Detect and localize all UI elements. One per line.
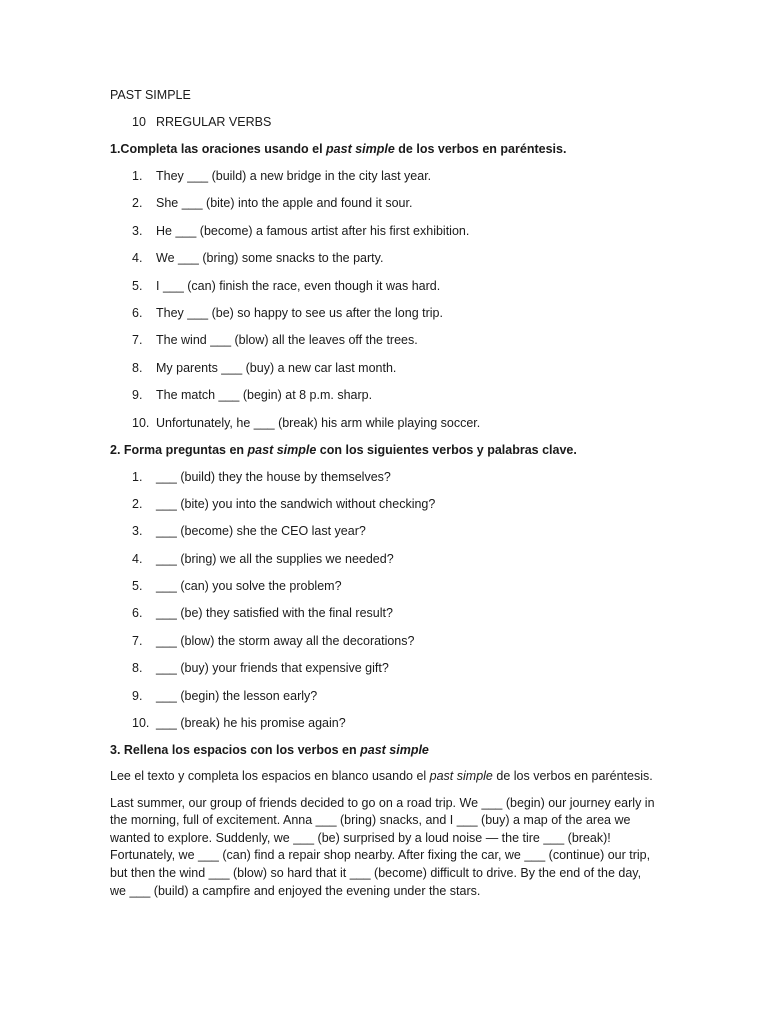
section-1-heading bbox=[110, 140, 660, 158]
list-item: 7. The wind ___ (blow) all the leaves off the trees. bbox=[132, 333, 418, 348]
list-item: 1. They ___ (build) a new bridge in the city last year. bbox=[132, 169, 432, 183]
section-3-heading bbox=[110, 741, 660, 759]
list-item: 7. ___ (blow) the storm away all the decorations? bbox=[132, 633, 415, 648]
list-item: 3. He ___ (become) a famous artist after his first exhibition. bbox=[132, 223, 470, 238]
list-item-text: ___ (be) they satisfied with the final result? bbox=[156, 606, 393, 621]
list-item: 9. The match ___ (begin) at 8 p.m. sharp. bbox=[132, 388, 373, 403]
list-item-text: ___ (bring) we all the supplies we needed? bbox=[156, 551, 394, 566]
list-item: 1. ___ (build) they the house by themselves? bbox=[132, 469, 391, 484]
list-item: 10. ___ (break) he his promise again? bbox=[132, 716, 346, 731]
subtitle bbox=[132, 113, 660, 131]
section-2-heading bbox=[110, 441, 660, 459]
section-1-heading-emphasis: past simple bbox=[326, 142, 395, 156]
list-item: 4. We ___ (bring) some snacks to the party. bbox=[132, 251, 384, 266]
list-item-text: She ___ (bite) into the apple and found it sour. bbox=[156, 196, 413, 211]
section-1-list bbox=[110, 167, 660, 432]
list-item-text: My parents ___ (buy) a new car last month. bbox=[156, 360, 397, 375]
list-item: 2. ___ (bite) you into the sandwich without checking? bbox=[132, 496, 436, 511]
list-item-text: We ___ (bring) some snacks to the party. bbox=[156, 251, 384, 266]
section-2-list bbox=[110, 468, 660, 733]
instruction-emphasis: past simple bbox=[429, 769, 493, 784]
list-item: 4. ___ (bring) we all the supplies we needed? bbox=[132, 551, 394, 566]
section-3-heading-prefix: 3. Rellena los espacios con los verbos en bbox=[110, 743, 361, 758]
list-item: 8. ___ (buy) your friends that expensive gift? bbox=[132, 661, 389, 676]
section-1-heading-prefix: 1.Completa las oraciones usando el bbox=[110, 142, 327, 156]
section-2-heading-suffix: con los siguientes verbos y palabras clave. bbox=[316, 442, 577, 457]
list-item-text: ___ (can) you solve the problem? bbox=[156, 579, 342, 594]
list-item: 6. ___ (be) they satisfied with the final result? bbox=[132, 606, 393, 621]
list-item-text: ___ (blow) the storm away all the decorations? bbox=[156, 633, 415, 648]
list-item: 8. My parents ___ (buy) a new car last month. bbox=[132, 360, 397, 375]
list-item-text: ___ (become) she the CEO last year? bbox=[156, 524, 366, 539]
subtitle-number: 10 bbox=[132, 115, 146, 129]
section-3-heading-emphasis: past simple bbox=[360, 743, 429, 758]
section-1-heading-suffix: de los verbos en paréntesis. bbox=[394, 142, 567, 156]
list-item-text: I ___ (can) finish the race, even though it was hard. bbox=[156, 278, 441, 293]
list-item-text: ___ (begin) the lesson early? bbox=[156, 688, 318, 703]
list-item-text: He ___ (become) a famous artist after his first exhibition. bbox=[156, 223, 470, 238]
subtitle-text: RREGULAR VERBS bbox=[156, 115, 272, 129]
list-item-text: They ___ (build) a new bridge in the city last year. bbox=[156, 169, 432, 183]
list-item: 5. ___ (can) you solve the problem? bbox=[132, 579, 342, 594]
list-item-text: ___ (buy) your friends that expensive gift? bbox=[156, 661, 389, 676]
instruction-prefix: Lee el texto y completa los espacios en blanco usando el bbox=[110, 769, 430, 784]
list-item: 2. She ___ (bite) into the apple and found it sour. bbox=[132, 196, 413, 211]
list-item-text: The wind ___ (blow) all the leaves off the trees. bbox=[156, 333, 418, 348]
instruction-suffix: de los verbos en paréntesis. bbox=[492, 769, 653, 784]
list-item-text: The match ___ (begin) at 8 p.m. sharp. bbox=[156, 388, 373, 403]
story-paragraph: Last summer, our group of friends decided to go on a road trip. We ___ (begin) our journey early in the morning, full of excitement. Anna ___ (bring) snacks, and I ___ (buy) a map of the area we wanted to explore. Suddenly, we ___ (be) surprised by a loud noise — the tire ___ (break)! Fortunately, we ___ (can) find a repair shop nearby. After fixing the car, we ___ (continue) our trip, but then the wind ___ (blow) so hard that it ___ (become) difficult to drive. By the end of the day, we ___ (build) a campfire and enjoyed the evening under the stars. bbox=[110, 795, 655, 898]
list-item-text: ___ (break) he his promise again? bbox=[156, 716, 346, 731]
page-title: PAST SIMPLE bbox=[110, 88, 191, 102]
list-item: 5. I ___ (can) finish the race, even though it was hard. bbox=[132, 278, 441, 293]
list-item: 9. ___ (begin) the lesson early? bbox=[132, 688, 318, 703]
list-item: 10. Unfortunately, he ___ (break) his arm while playing soccer. bbox=[132, 415, 481, 430]
list-item-text: Unfortunately, he ___ (break) his arm while playing soccer. bbox=[156, 415, 481, 430]
list-item: 6. They ___ (be) so happy to see us after the long trip. bbox=[132, 305, 443, 320]
section-3-instruction bbox=[110, 768, 660, 786]
worksheet bbox=[110, 86, 660, 900]
list-item-text: They ___ (be) so happy to see us after the long trip. bbox=[156, 305, 443, 320]
list-item: 3. ___ (become) she the CEO last year? bbox=[132, 524, 366, 539]
section-2-heading-prefix: 2. Forma preguntas en bbox=[110, 442, 248, 457]
section-2-heading-emphasis: past simple bbox=[247, 442, 317, 457]
list-item-text: ___ (bite) you into the sandwich without checking? bbox=[156, 496, 436, 511]
list-item-text: ___ (build) they the house by themselves? bbox=[156, 469, 391, 484]
